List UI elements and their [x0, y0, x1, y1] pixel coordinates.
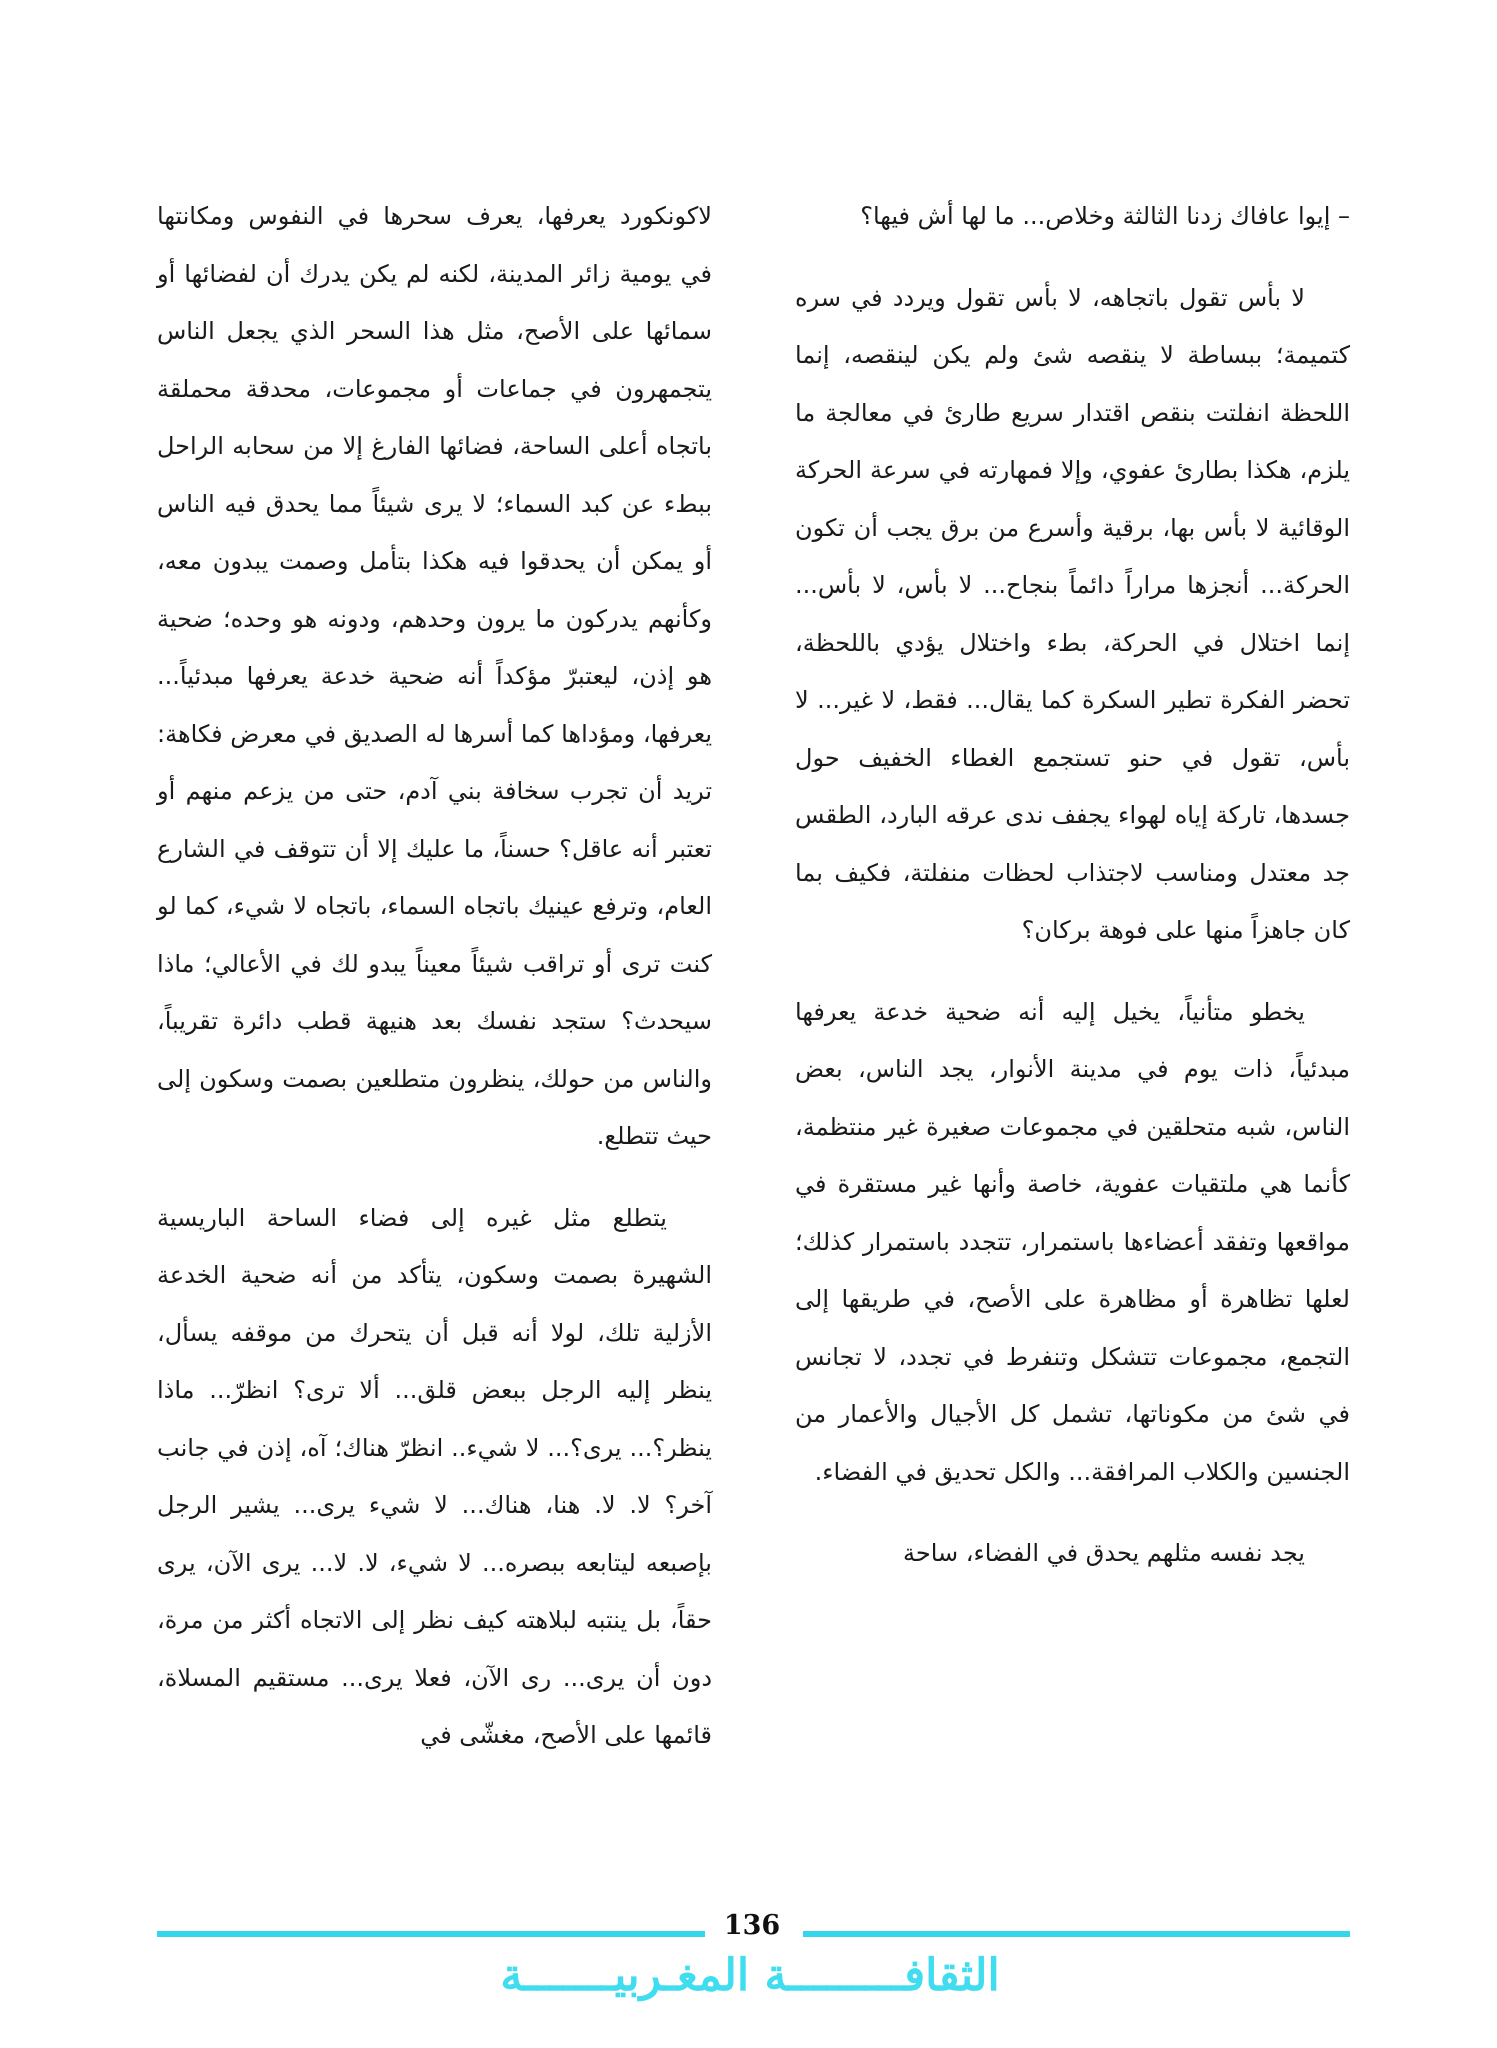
paragraph: يخطو متأنياً، يخيل إليه أنه ضحية خدعة يعرفها مبدئياً، ذات يوم في مدينة الأنوار، يجد الناس، بعض الناس، شبه متحلقين في مجموعات صغيرة غير منتظمة، كأنما هي ملتقيات عفوية، خاصة وأنها غير مستقرة في مواقعها وتفقد أعضاءها باستمرار، تتجدد باستمرار كذلك؛ لعلها تظاهرة أو مظاهرة على الأصح، في طريقها إلى التجمع، مجموعات تتشكل وتنفرط في تجدد، لا تجانس في شئ من مكوناتها، تشمل كل الأجيال والأعمار من الجنسين والكلاب المرافقة... والكل تحديق في الفضاء.	[795, 997, 1350, 1486]
right-text-column	[795, 188, 1350, 1607]
paragraph: يتطلع مثل غيره إلى فضاء الساحة الباريسية الشهيرة بصمت وسكون، يتأكد من أنه ضحية الخدعة الأزلية تلك، لولا أنه قبل أن يتحرك من موقفه يسأل، ينظر إليه الرجل ببعض قلق... ألا ترى؟ انظرّ... ماذا ينظر؟... يرى؟... لا شيء.. انظرّ هناك؛ آه، إذن في جانب آخر؟ لا. لا. هنا، هناك... لا شيء يرى... يشير الرجل بإصبعه ليتابعه ببصره... لا شيء، لا. لا... يرى الآن، يرى حقاً، بل ينتبه لبلاهته كيف نظر إلى الاتجاه أكثر من مرة، دون أن يرى... رى الآن، فعلا يرى... مستقيم المسلاة، قائمها على الأصح، مغشّى في	[157, 1203, 712, 1749]
paragraph: يجد نفسه مثلهم يحدق في الفضاء، ساحة	[903, 1539, 1305, 1567]
paragraph: لا بأس تقول باتجاهه، لا بأس تقول ويردد في سره كتميمة؛ ببساطة لا ينقصه شئ ولم يكن لينقصه، إنما اللحظة انفلتت بنقص اقتدار سريع طارئ في معالجة ما يلزم، هكذا بطارئ عفوي، وإلا فمهارته في سرعة الحركة الوقائية لا بأس بها، برقية وأسرع من برق يجب أن تكون الحركة... أنجزها مراراً دائماً بنجاح... لا بأس، لا بأس... إنما اختلال في الحركة، بطء واختلال يؤدي باللحظة، تحضر الفكرة تطير السكرة كما يقال... فقط، لا غير... لا بأس، تقول في حنو تستجمع الغطاء الخفيف حول جسدها، تاركة إياه لهواء يجفف ندى عرقه البارد، الطقس جد معتدل ومناسب لاجتذاب لحظات منفلتة، فكيف بما كان جاهزاً منها على فوهة بركان؟	[795, 283, 1350, 944]
magazine-title: الثقافـــــــــة المغـربيـــــــة	[500, 1950, 1000, 2001]
paragraph: – إيوا عافاك زدنا الثالثة وخلاص... ما لها أش فيها؟	[860, 202, 1350, 230]
footer-divider-right	[803, 1931, 1350, 1937]
paragraph: لاكونكورد يعرفها، يعرف سحرها في النفوس ومكانتها في يومية زائر المدينة، لكنه لم يكن يدرك أن لفضائها أو سمائها على الأصح، مثل هذا السحر الذي يجعل الناس يتجمهرون في جماعات أو مجموعات، محدقة محملقة باتجاه أعلى الساحة، فضائها الفارغ إلا من سحابه الراحل ببطء عن كبد السماء؛ لا يرى شيئاً مما يحدق فيه الناس أو يمكن أن يحدقوا فيه هكذا بتأمل وصمت يبدون معه، وكأنهم يدركون ما يرون وحدهم، ودونه هو وحده؛ ضحية هو إذن، ليعتبرّ مؤكداً أنه ضحية خدعة يعرفها مبدئياً... يعرفها، ومؤداها كما أسرها له الصديق في معرض فكاهة: تريد أن تجرب سخافة بني آدم، حتى من يزعم منهم أو تعتبر أنه عاقل؟ حسناً، ما عليك إلا أن تتوقف في الشارع العام، وترفع عينيك باتجاه السماء، باتجاه لا شيء، كما لو كنت ترى أو تراقب شيئاً معيناً يبدو لك في الأعالي؛ ماذا سيحدث؟ ستجد نفسك بعد هنيهة قطب دائرة تقريباً، والناس من حولك، ينظرون متطلعين بصمت وسكون إلى حيث تتطلع.	[157, 202, 712, 1150]
footer-divider-left	[157, 1931, 705, 1937]
left-text-column	[157, 188, 712, 1789]
page-number: 136	[723, 1910, 781, 1941]
